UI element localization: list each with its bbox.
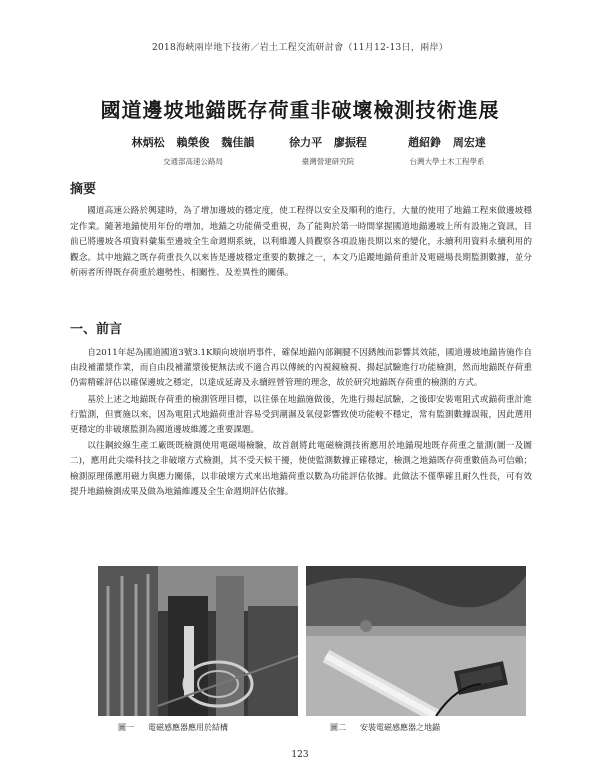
abstract-heading: 摘要 (70, 182, 97, 197)
paper-title: 國道邊坡地錨既存荷重非破壞檢測技術進展 (100, 98, 500, 122)
author-affiliation: 交通部高速公路局 (163, 157, 223, 166)
figure-2-caption (330, 722, 440, 733)
body-paragraph: 基於上述之地錨既存荷重的檢測管理目標，以往係在地錨施做後，先進行揚起試驗，之後即安裝電阻式或錨荷重計進行監測，但實施以來，因為電阻式地錨荷重計容易受到潮濕及氧侵影響致使功能較不穩定，常有監測數據誤報，因此選用更穩定的非破壞監測為國道邊坡維護之重要課題。 (70, 394, 532, 436)
author-affiliation: 台灣大學土木工程學系 (409, 157, 485, 166)
author-group-1 (118, 134, 268, 167)
author-name: 魏佳韻 (221, 136, 255, 149)
author-block (0, 134, 600, 170)
figure-number: 圖一 (118, 723, 134, 732)
figure-caption-text: 電磁感應器應用於結構 (148, 723, 228, 732)
running-header: 2018海峽兩岸地下技術／岩土工程交流研討會（11月12-13日，兩岸） (151, 43, 449, 53)
section-heading: 一、前言 (70, 322, 123, 337)
figure-1-caption (118, 722, 228, 733)
figure-2-photo (306, 566, 526, 716)
page-number: 123 (291, 750, 309, 760)
section-body (70, 346, 532, 501)
author-group-3 (392, 134, 502, 167)
author-affiliation: 臺灣營建研究院 (301, 157, 355, 166)
figure-1-photo (98, 566, 298, 716)
body-paragraph: 自2011年起為國道國道3號3.1K順向坡崩坍事件，確保地錨內部鋼腱不因銹蝕而影響其效能，國道邊坡地錨皆施作自由段補灌漿作業，而自由段補灌漿後便無法或不適合再以傳統的內視鏡檢視、揚起試驗進行功能檢測，然而地錨既存荷重仍需精確評估以確保邊坡之穩定，以達成延壽及永續經營管理的理念，故於研究地錨既存荷重的檢測的方式。 (70, 348, 532, 389)
author-name: 林炳松 (131, 136, 165, 149)
abstract-text: 國道高速公路於興建時，為了增加邊坡的穩定度，使工程得以安全及順利的進行，大量的使用了地錨工程來做邊坡穩定作業。隨著地錨使用年份的增加，地錨之功能備受重視，為了能夠於第一時間掌握國道地錨邊坡上所有設施之資訊，目前已將邊坡各項資料彙集至邊坡全生命週期系統，以利維護人員觀察各項設施長期以來的變化，永續利用資料永續利用的觀念。其中地錨之既存荷重長久以來皆是邊坡穩定重要的數據之一，本文乃追蹤地錨荷重計及電磁場長期監測數據，並分析兩者所得既存荷重於趨勢性、相關性、及差異性的關係。 (70, 206, 532, 279)
author-name: 賴榮俊 (176, 136, 210, 149)
author-name: 趙紹錚 (408, 136, 442, 149)
author-group-2 (268, 134, 388, 167)
figure-number: 圖二 (330, 723, 346, 732)
body-paragraph: 以往鋼絞線生產工廠既既檢測使用電磁場檢驗，故首創將此電磁檢測技術應用於地錨現地既存荷重之量測(圖一及圖二)，應用此尖端科技之非破壞方式檢測，其不受天候干擾，使使監測數據正確穩定，檢測之地錨既存荷重數值為可信賴；檢測原理係應用磁力與應力關係，以非破壞方式來出地錨荷重以數為功能評估依據。此做法不僅準確且耐久性長，可有效提升地錨檢測成果及做為地錨維護及全生命週期評估依據。 (70, 441, 532, 497)
author-name: 周宏達 (452, 136, 486, 149)
figure-caption-text: 安裝電磁感應器之地錨 (360, 723, 440, 732)
author-name: 徐力平 (289, 136, 323, 149)
author-name: 廖振程 (333, 136, 367, 149)
